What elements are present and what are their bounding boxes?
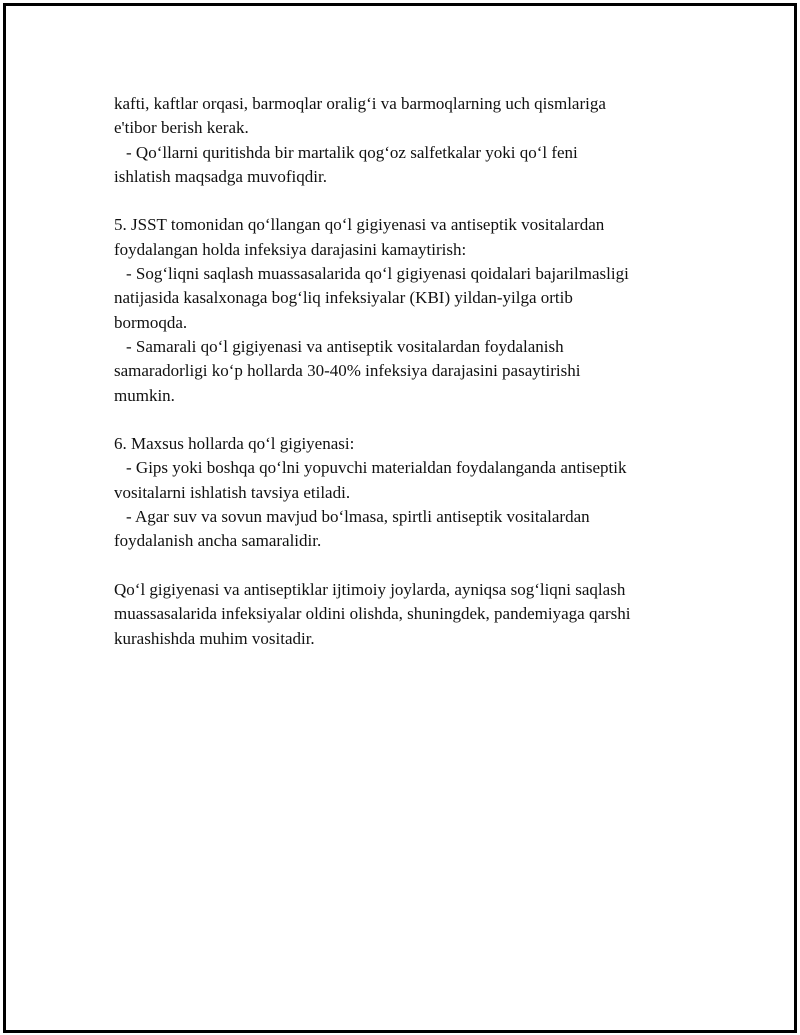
intro-bullet — [114, 141, 694, 190]
section-5 — [114, 213, 694, 407]
text-line: foydalanish ancha samaralidir. — [114, 531, 322, 551]
section-6-bullet-1 — [114, 456, 694, 505]
text-line: bormoqda. — [114, 312, 188, 332]
text-line: mumkin. — [114, 385, 175, 405]
text-line: - Sog‘liqni saqlash muassasalarida qo‘l gigiyenasi qoidalari bajarilmasligi — [126, 264, 629, 284]
text-line: kurashishda muhim vositadir. — [114, 628, 315, 648]
text-line: 5. JSST tomonidan qo‘llangan qo‘l gigiyenasi va antiseptik vositalardan — [114, 215, 605, 235]
section-5-bullet-1 — [114, 262, 694, 335]
text-line: vositalarni ishlatish tavsiya etiladi. — [114, 482, 351, 502]
text-line: muassasalarida infeksiyalar oldini olishda, shuningdek, pandemiyaga qarshi — [114, 604, 631, 624]
text-line: kafti, kaftlar orqasi, barmoqlar oralig‘i va barmoqlarning uch qismlariga — [114, 94, 606, 113]
section-6 — [114, 432, 694, 553]
text-line: samaradorligi ko‘p hollarda 30-40% infeksiya darajasini pasaytirishi — [114, 361, 581, 381]
text-line: e'tibor berish kerak. — [114, 118, 249, 138]
text-line: ishlatish maqsadga muvofiqdir. — [114, 166, 327, 186]
document-body — [114, 92, 694, 651]
paragraph-spacer — [114, 189, 694, 213]
conclusion-paragraph — [114, 578, 694, 651]
intro-paragraph — [114, 92, 694, 141]
section-5-heading — [114, 213, 694, 262]
section-5-bullet-2 — [114, 335, 694, 408]
text-line: - Qo‘llarni quritishda bir martalik qog‘oz salfetkalar yoki qo‘l feni — [126, 142, 578, 162]
paragraph-spacer — [114, 408, 694, 432]
text-line: - Agar suv va sovun mavjud bo‘lmasa, spirtli antiseptik vositalardan — [126, 507, 590, 527]
text-line: - Gips yoki boshqa qo‘lni yopuvchi materialdan foydalanganda antiseptik — [126, 458, 627, 478]
text-line: foydalangan holda infeksiya darajasini kamaytirish: — [114, 239, 467, 259]
section-6-bullet-2 — [114, 505, 694, 554]
text-line: Qo‘l gigiyenasi va antiseptiklar ijtimoiy joylarda, ayniqsa sog‘liqni saqlash — [114, 579, 626, 599]
text-line: natijasida kasalxonaga bog‘liq infeksiyalar (KBI) yildan-yilga ortib — [114, 288, 573, 308]
paragraph-spacer — [114, 554, 694, 578]
text-line: - Samarali qo‘l gigiyenasi va antiseptik vositalardan foydalanish — [126, 336, 564, 356]
section-6-heading: 6. Maxsus hollarda qo‘l gigiyenasi: — [114, 434, 355, 454]
